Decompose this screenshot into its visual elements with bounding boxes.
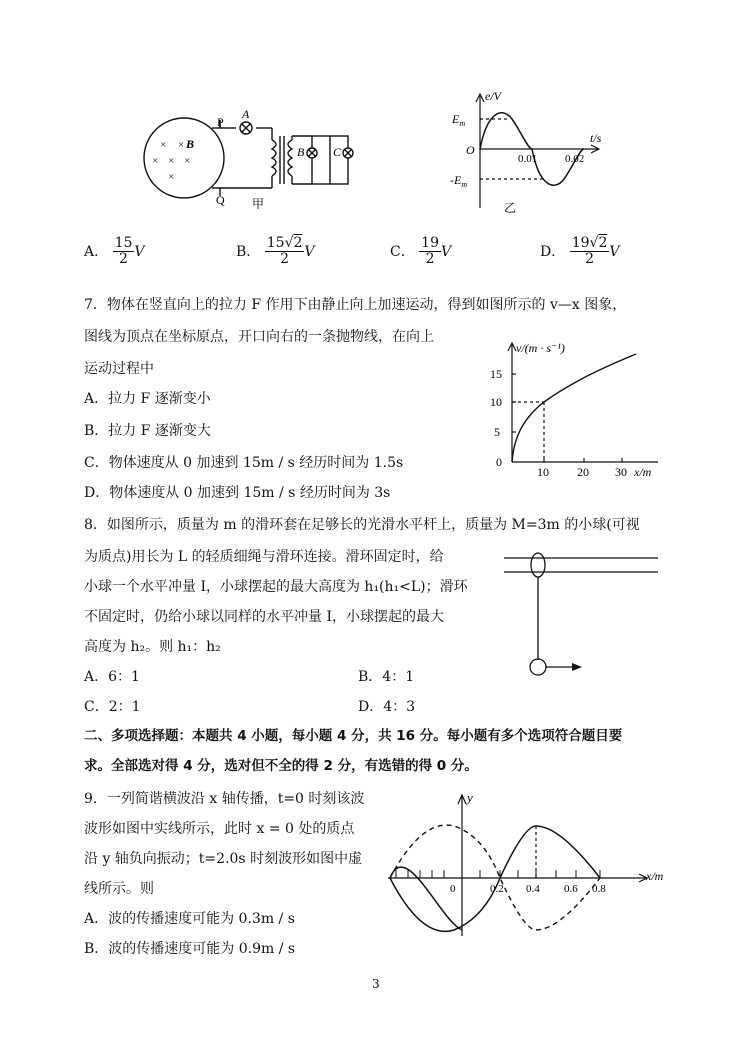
emf-axis-label: e/V [485,89,501,103]
svg-text:×: × [178,139,185,151]
svg-text:×: × [160,139,167,151]
ytick-15: 15 [490,367,502,381]
xtick-20: 20 [577,465,589,478]
circuit-figure-jia [140,100,360,220]
q8-option-d[interactable]: D．4：3 [358,699,416,715]
option-letter: A． [84,243,109,260]
xtick-10: 10 [537,465,549,478]
xtick-0-8: 0.8 [592,883,606,895]
field-label-b: B [186,137,195,151]
impulse-arrow-icon [572,663,582,671]
q7-stem-line3: 运动过程中 [84,361,154,377]
q9-stem-line1: 9．一列简谐横波沿 x 轴传播，t=0 时刻该波 [84,791,365,807]
svg-text:×: × [168,171,175,183]
lamp-a-label: A [242,107,250,121]
velocity-axis-label: v/(m · s⁻¹) [516,341,565,355]
q7-option-c[interactable]: C．物体速度从 0 加速到 15m / s 经历时间为 1.5s [84,455,404,471]
option-letter: C． [390,243,415,260]
velocity-position-graph [486,338,666,478]
svg-text:×: × [168,155,175,167]
q9-option-b[interactable]: B．波的传播速度可能为 0.9m / s [84,941,296,957]
fraction: $\frac{15}{2}$ [114,235,133,268]
q9-stem-line3: 沿 y 轴负向振动；t=2.0s 时刻波形如图中虚 [84,851,363,867]
slider-pendulum-figure [500,550,670,680]
ytick-5: 5 [494,425,500,439]
em-label: $E_m$ [452,112,466,128]
q8-option-b[interactable]: B．4：1 [358,669,415,685]
position-axis-label: x/m [634,465,652,478]
section2-heading-line1: 二、多项选择题：本题共 4 小题，每小题 4 分，共 16 分。每小题有多个选项符合题目要 [84,728,623,744]
option-letter: D． [540,243,566,260]
wave-graph [384,790,674,940]
svg-text:×: × [184,155,191,167]
fraction: $\frac{15√2}{2}$ [266,235,303,268]
fraction: $\frac{19√2}{2}$ [571,235,608,268]
ytick-0: 0 [496,455,502,469]
lamp-c-label: C [333,145,342,159]
tick-0-01: 0.01 [518,153,538,165]
q8-stem-line1: 8．如图所示，质量为 m 的滑环套在足够长的光滑水平杆上，质量为 M=3m 的小球(可视 [84,517,640,533]
q8-stem-line5: 高度为 h₂。则 h₁：h₂ [84,639,221,655]
q6-option-d[interactable]: D． $\frac{19√2}{2}$ V [540,235,620,268]
q9-option-a[interactable]: A．波的传播速度可能为 0.3m / s [84,911,295,927]
origin-label: O [466,143,475,157]
neg-em-label: $-E_m$ [450,173,468,189]
y-axis-label: y [467,790,473,805]
figure-caption-jia: 甲 [252,197,265,211]
q9-stem-line4: 线所示。则 [84,881,154,897]
option-letter: B． [236,243,261,260]
q9-stem-line2: 波形如图中实线所示，此时 x = 0 处的质点 [84,821,355,837]
q6-option-b[interactable]: B． $\frac{15√2}{2}$ V [236,235,315,268]
q8-option-c[interactable]: C．2：1 [84,699,141,715]
section2-heading-line2: 求。全部选对得 4 分，选对但不全的得 2 分，有选错的得 0 分。 [84,758,478,774]
xtick-0-4: 0.4 [526,883,540,895]
q8-stem-line4: 不固定时，仍给小球以同样的水平冲量 I，小球摆起的最大 [84,609,444,625]
xtick-30: 30 [615,465,627,478]
xtick-0-6: 0.6 [564,883,578,895]
q6-option-a[interactable]: A． $\frac{15}{2}$ V [84,235,145,268]
terminal-q-label: Q [216,193,225,207]
q8-option-a[interactable]: A．6：1 [84,669,140,685]
x-axis-label: x/m [646,869,664,883]
q7-stem-line1: 7．物体在竖直向上的拉力 F 作用下由静止向上加速运动，得到如图所示的 v—x 图象， [84,297,627,313]
q8-stem-line2: 为质点)用长为 L 的轻质细绳与滑环连接。滑环固定时，给 [84,549,444,565]
q6-option-c[interactable]: C． $\frac{19}{2}$ V [390,235,452,268]
q7-option-d[interactable]: D．物体速度从 0 加速到 15m / s 经历时间为 3s [84,485,391,501]
figure-caption-yi: 乙 [504,201,517,215]
lamp-b-label: B [297,145,305,159]
fraction: $\frac{19}{2}$ [421,235,439,268]
xtick-0: 0 [450,883,456,895]
ytick-10: 10 [490,395,502,409]
emf-graph-yi [448,88,608,216]
q7-option-b[interactable]: B．拉力 F 逐渐变大 [84,423,211,439]
svg-text:×: × [152,155,159,167]
time-axis-label: t/s [590,131,602,145]
q7-stem-line2: 图线为顶点在坐标原点，开口向右的一条抛物线，在向上 [84,329,434,345]
page-number: 3 [372,977,380,991]
xtick-0-2: 0.2 [490,883,504,895]
tick-0-02: 0.02 [565,153,585,165]
q7-option-a[interactable]: A．拉力 F 逐渐变小 [84,391,211,407]
terminal-p-label: P [217,115,224,129]
q8-stem-line3: 小球一个水平冲量 I，小球摆起的最大高度为 h₁(h₁<L)；滑环 [84,579,468,595]
